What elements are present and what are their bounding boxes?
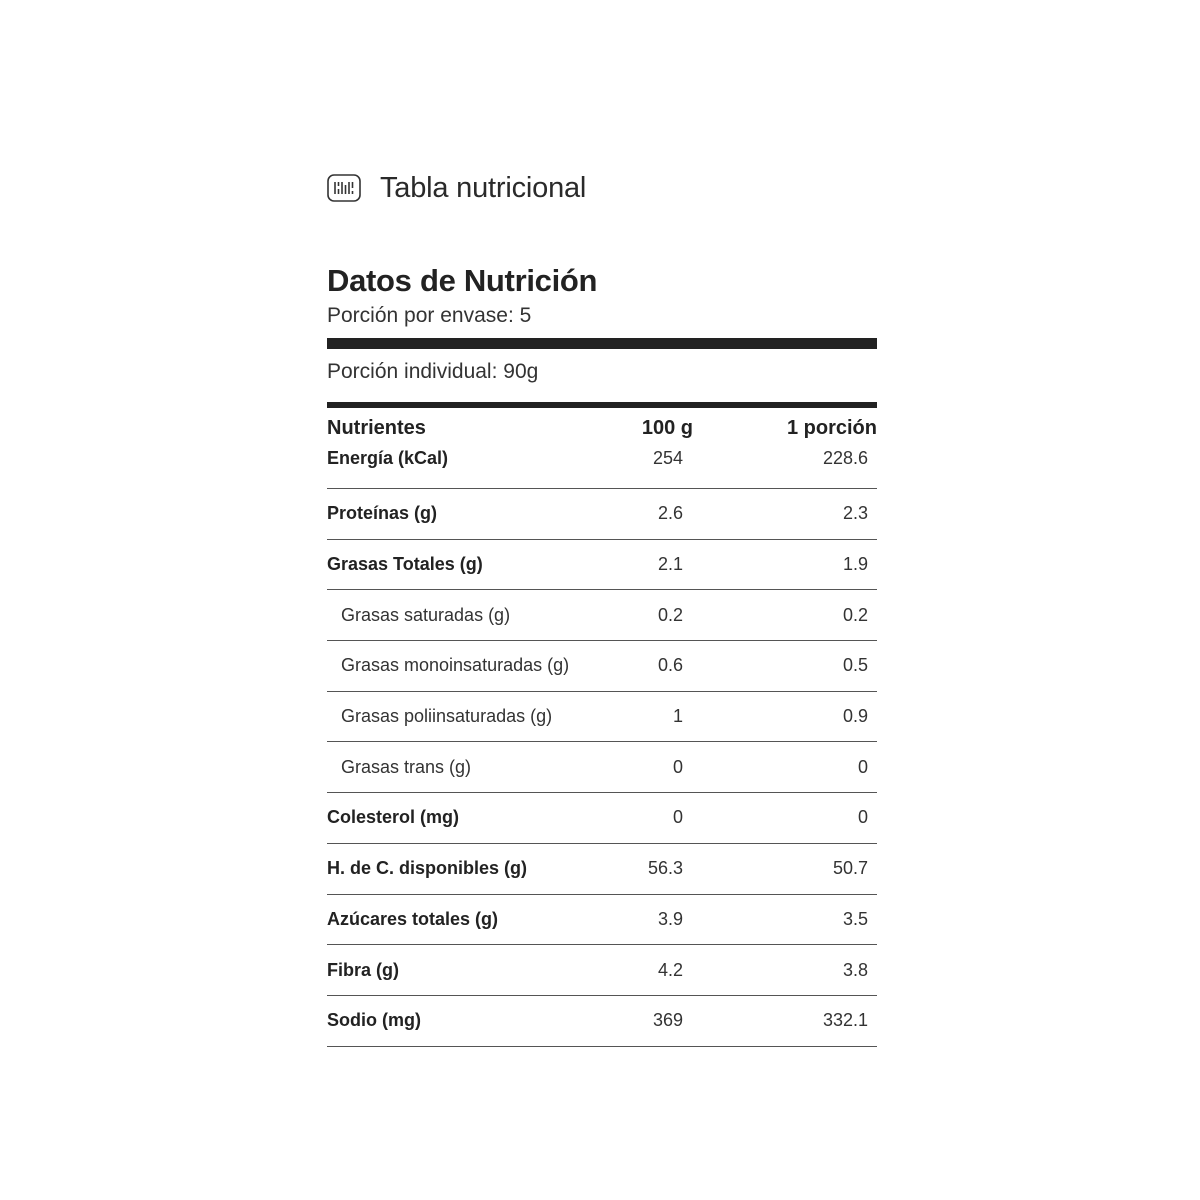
column-header-100g: 100 g <box>641 417 693 439</box>
value-per-100g: 0 <box>672 756 683 777</box>
nutrient-name: Grasas trans (g) <box>341 756 472 777</box>
section-header[interactable] <box>327 170 586 206</box>
table-row <box>327 692 877 743</box>
value-per-portion: 3.8 <box>842 959 868 980</box>
nutrient-name: H. de C. disponibles (g) <box>327 858 528 879</box>
value-per-portion: 0.2 <box>842 604 868 625</box>
value-per-100g: 1 <box>672 706 683 727</box>
value-per-100g: 3.9 <box>657 908 683 929</box>
nutrient-name: Grasas Totales (g) <box>327 554 483 575</box>
value-per-portion: 332.1 <box>822 1010 868 1031</box>
table-row <box>327 945 877 996</box>
value-per-100g: 2.1 <box>657 554 683 575</box>
value-per-portion: 0 <box>857 756 868 777</box>
thick-divider <box>327 338 877 349</box>
nutrient-name: Fibra (g) <box>327 959 399 980</box>
table-header <box>327 413 877 444</box>
table-row <box>327 742 877 793</box>
value-per-100g: 2.6 <box>657 503 683 524</box>
value-per-portion: 0.5 <box>842 655 868 676</box>
nutrient-name: Sodio (mg) <box>327 1010 421 1031</box>
nutrient-name: Azúcares totales (g) <box>327 908 499 929</box>
value-per-100g: 254 <box>652 448 683 468</box>
servings-per-container: Porción por envase: 5 <box>327 304 532 327</box>
table-row <box>327 590 877 641</box>
column-header-nutrient: Nutrientes <box>327 417 426 439</box>
nutrition-table-icon <box>327 174 361 202</box>
nutrient-name: Energía (kCal) <box>327 448 449 468</box>
column-header-portion: 1 porción <box>786 417 877 439</box>
nutrient-name: Proteínas (g) <box>327 503 438 524</box>
table-row <box>327 996 877 1047</box>
value-per-portion: 3.5 <box>842 908 868 929</box>
value-per-100g: 0 <box>672 807 683 828</box>
value-per-portion: 0 <box>857 807 868 828</box>
nutrient-name: Grasas poliinsaturadas (g) <box>341 706 553 727</box>
section-title: Tabla nutricional <box>380 171 587 204</box>
table-row <box>327 793 877 844</box>
value-per-100g: 4.2 <box>657 959 683 980</box>
table-row <box>327 489 877 540</box>
value-per-100g: 0.2 <box>657 604 683 625</box>
nutrient-name: Grasas saturadas (g) <box>341 604 511 625</box>
value-per-portion: 228.6 <box>822 448 868 468</box>
value-per-100g: 369 <box>652 1010 683 1031</box>
table-row <box>327 844 877 895</box>
value-per-portion: 0.9 <box>842 706 868 727</box>
nutrition-facts-panel <box>327 262 877 1047</box>
serving-size: Porción individual: 90g <box>327 360 539 383</box>
table-row <box>327 895 877 946</box>
medium-divider <box>327 402 877 408</box>
value-per-portion: 2.3 <box>842 503 868 524</box>
nutrition-facts-title: Datos de Nutrición <box>327 263 598 298</box>
nutrient-name: Colesterol (mg) <box>327 807 460 828</box>
nutrient-table-body <box>327 444 877 1047</box>
value-per-portion: 1.9 <box>842 554 868 575</box>
value-per-100g: 56.3 <box>647 858 683 879</box>
value-per-100g: 0.6 <box>657 655 683 676</box>
nutrient-name: Grasas monoinsaturadas (g) <box>341 655 570 676</box>
value-per-portion: 50.7 <box>832 858 868 879</box>
table-row <box>327 540 877 591</box>
table-row <box>327 641 877 692</box>
table-row <box>327 444 877 489</box>
